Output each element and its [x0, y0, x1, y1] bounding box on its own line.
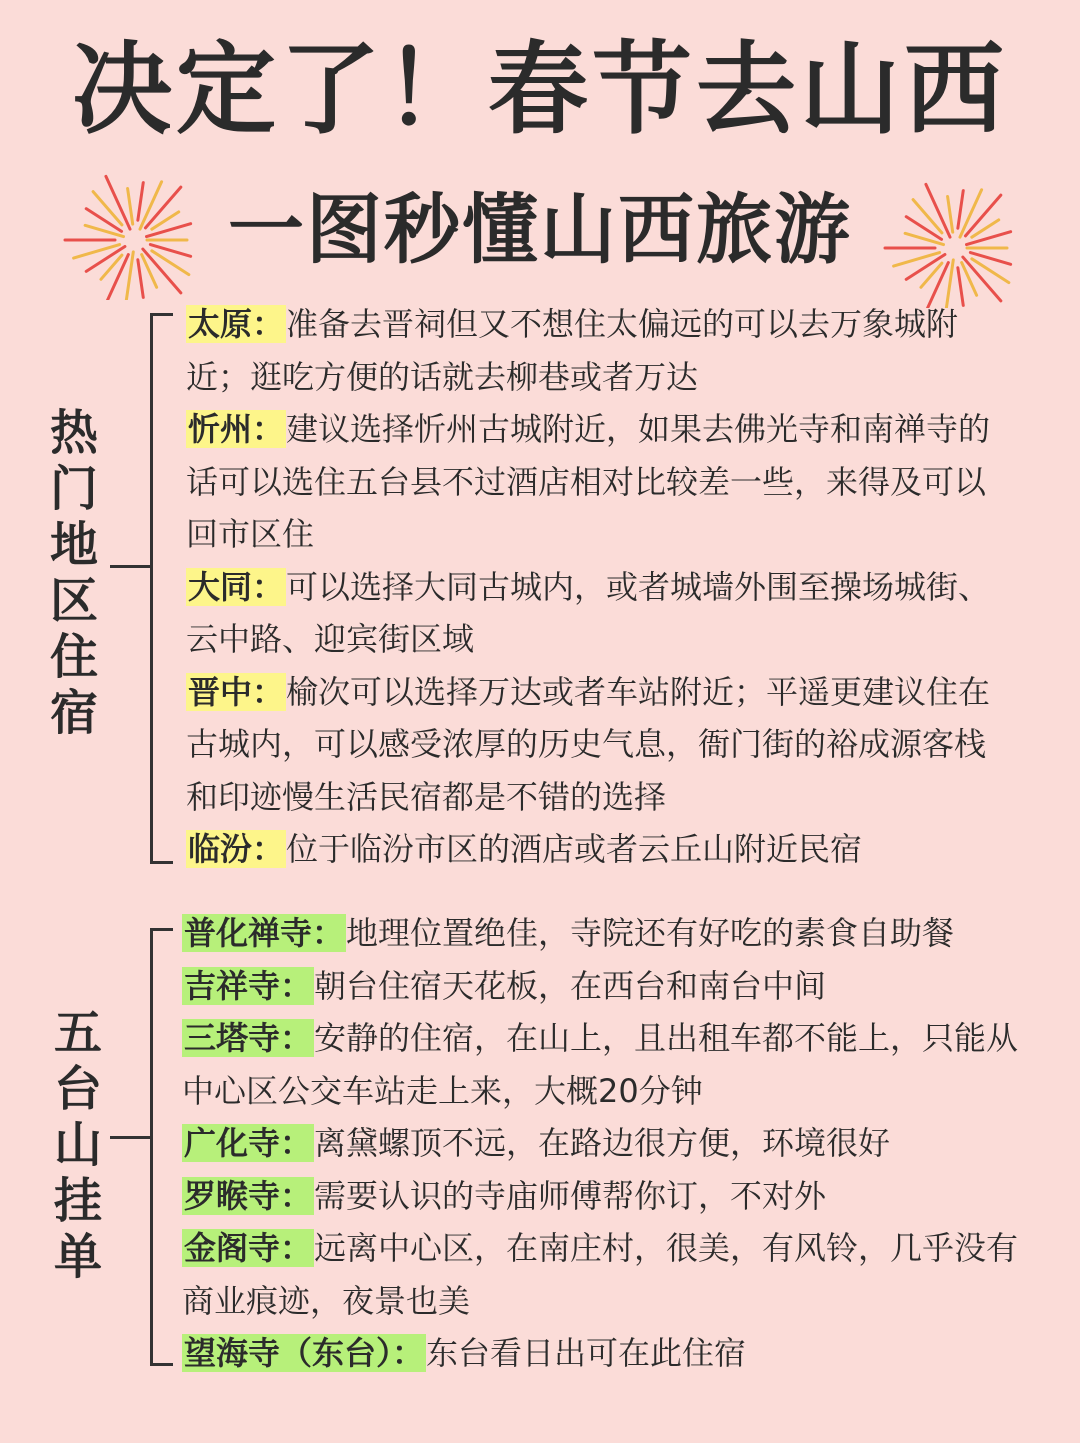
temple-name: 罗睺寺：: [184, 1176, 313, 1215]
list-item: 广化寺：离黛螺顶不远，在路边很方便，环境很好: [184, 1124, 891, 1162]
city-name: 临汾：: [188, 830, 285, 868]
page-subtitle: 一图秒懂山西旅游: [228, 185, 852, 274]
city-name: 大同：: [188, 567, 285, 606]
list-item: 大同：可以选择大同古城内，或者城墙外围至操场城街、云中路、迎宾街区域: [186, 567, 991, 658]
temple-name: 广化寺：: [184, 1124, 313, 1162]
city-name: 忻州：: [188, 410, 285, 448]
temple-name: 金阁寺：: [184, 1229, 313, 1267]
list-item: 忻州：建议选择忻州古城附近，如果去佛光寺和南禅寺的话可以选住五台县不过酒店相对比较差一些，来得及可以回市区住: [186, 410, 991, 553]
firework-ray: [958, 191, 963, 229]
section1-label: 热 门 地 区 住 宿: [49, 405, 98, 741]
list-item: 太原：准备去晋祠但又不想住太偏远的可以去万象城附近；逛吃方便的话就去柳巷或者万达: [186, 305, 959, 396]
firework-right-icon: [880, 178, 1030, 308]
list-item: 望海寺（东台）：东台看日出可在此住宿: [184, 1334, 747, 1372]
section2-list: [182, 907, 1042, 1380]
section2-label: 五 台 山 挂 单: [53, 1005, 102, 1285]
firework-ray: [967, 232, 1011, 245]
section1-bracket: [150, 313, 173, 864]
city-name: 晋中：: [188, 672, 285, 711]
section2-connector: [110, 1136, 152, 1139]
list-item: 晋中：榆次可以选择万达或者车站附近；平遥更建议住在古城内，可以感受浓厚的历史气息，衙门街的裕成源客栈和印迹慢生活民宿都是不错的选择: [186, 672, 991, 816]
firework-ray: [948, 197, 953, 233]
list-item: 临汾：位于临汾市区的酒店或者云丘山附近民宿: [188, 830, 863, 868]
list-item: 金阁寺：远离中心区，在南庄村，很美，有风铃，几乎没有商业痕迹，夜景也美: [182, 1229, 1019, 1320]
city-name: 太原：: [188, 305, 285, 343]
temple-name: 三塔寺：: [184, 1019, 313, 1057]
temple-name: 普化禅寺：: [184, 914, 345, 952]
list-item: 罗睺寺：需要认识的寺庙师傅帮你订，不对外: [184, 1176, 827, 1215]
section2-bracket: [150, 928, 173, 1366]
firework-ray: [962, 263, 977, 296]
temple-name: 吉祥寺：: [184, 966, 313, 1005]
firework-ray: [913, 200, 942, 233]
temple-name: 望海寺（东台）：: [184, 1334, 425, 1372]
list-item: 普化禅寺：地理位置绝佳，寺院还有好吃的素食自助餐: [184, 914, 955, 952]
section1-list: [186, 298, 1006, 876]
list-item: 三塔寺：安静的住宿，在山上，且出租车都不能上，只能从中心区公交车站走上来，大概20分钟: [182, 1019, 1019, 1110]
list-item: 吉祥寺：朝台住宿天花板，在西台和南台中间: [184, 966, 827, 1005]
page-title: 决定了！春节去山西: [72, 31, 1008, 148]
firework-ray: [905, 233, 943, 244]
section1-connector: [110, 565, 152, 568]
